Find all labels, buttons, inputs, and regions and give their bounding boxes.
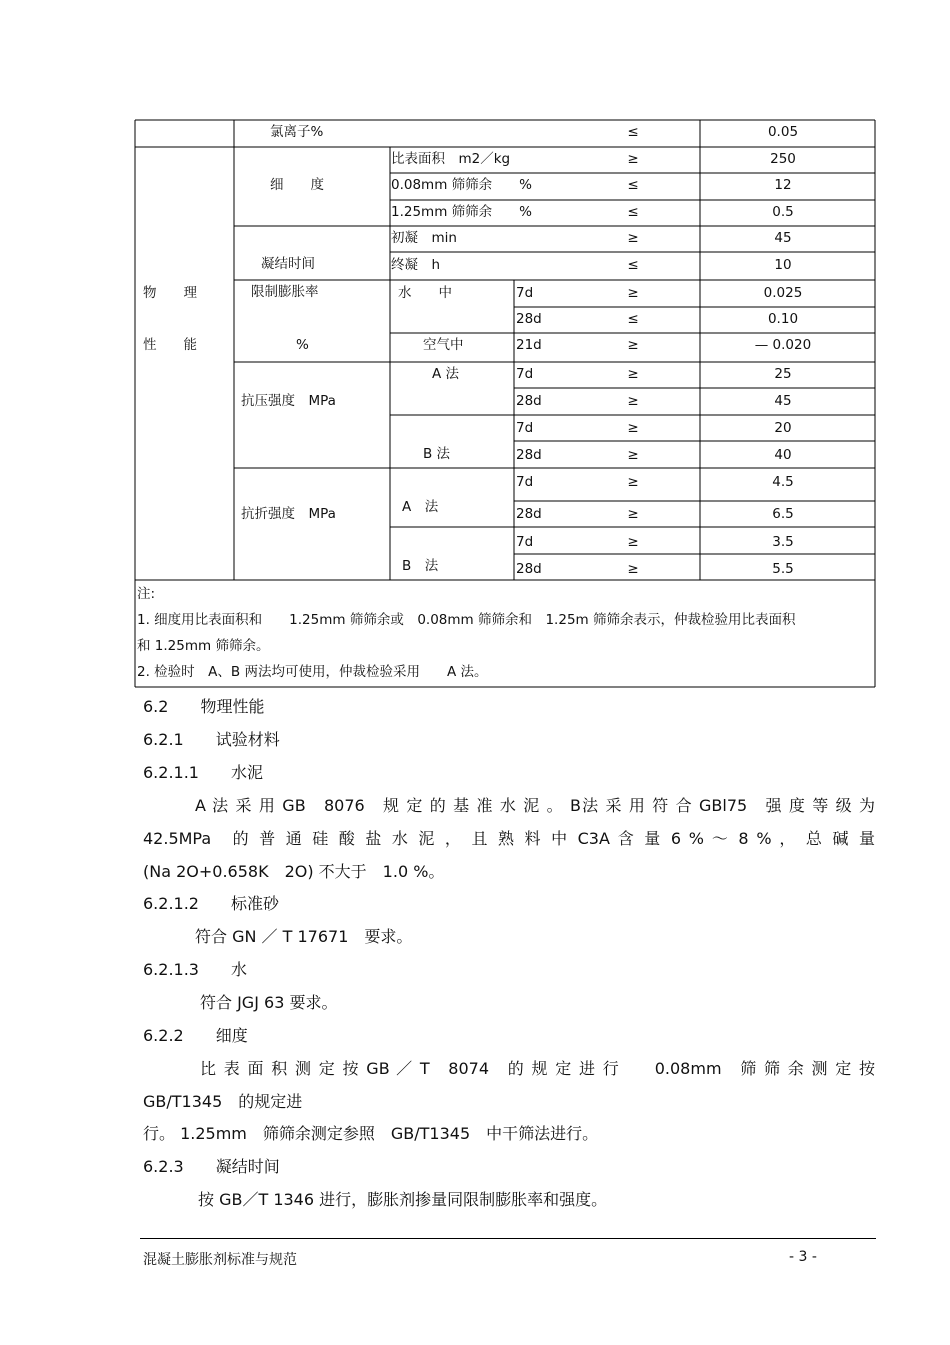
heading-6-2: 6.2 物理性能 — [143, 697, 265, 716]
chloride-sign: ≤ — [627, 124, 639, 140]
chloride-label: 氯离子% — [270, 124, 324, 140]
notes-line-3: 2. 检验时 A、B 两法均可使用，仲裁检验采用 A 法。 — [137, 664, 488, 680]
setting-sign-2: ≤ — [627, 257, 639, 273]
expansion-sign-3: ≥ — [627, 337, 639, 353]
setting-paragraph: 按 GB／T 1346 进行，膨胀剂掺量同限制膨胀率和强度。 — [198, 1190, 608, 1209]
heading-6-2-1-3: 6.2.1.3 水 — [143, 960, 247, 979]
fineness-value-2: 12 — [774, 177, 792, 193]
fineness-sign-2: ≤ — [627, 177, 639, 193]
expansion-age-2: 28d — [516, 311, 542, 327]
setting-value-2: 10 — [774, 257, 792, 273]
flexural-age-3: 7d — [516, 534, 534, 550]
fineness-item-1: 比表面积 m2／kg — [391, 151, 511, 167]
heading-6-2-3: 6.2.3 凝结时间 — [143, 1157, 280, 1176]
compressive-age-2: 28d — [516, 393, 542, 409]
expansion-sign-1: ≥ — [627, 285, 639, 301]
flexural-value-1: 4.5 — [772, 474, 794, 490]
compressive-sign-3: ≥ — [627, 420, 639, 436]
expansion-air: 空气中 — [423, 337, 464, 353]
expansion-value-1: 0.025 — [763, 285, 803, 301]
fineness-paragraph-line-1: 比 表 面 积 测 定 按 GB ／ T 8074 的 规 定 进 行 0.08mm 筛 筛 余 测 定 按 — [200, 1059, 875, 1078]
compressive-value-2: 45 — [774, 393, 792, 409]
heading-6-2-1: 6.2.1 试验材料 — [143, 730, 280, 749]
fineness-item-2: 0.08mm 筛筛余 % — [391, 177, 532, 193]
cement-paragraph-line-1: A 法 采 用 GB 8076 规 定 的 基 准 水 泥 。 B法 采 用 符 合 GBl75 强 度 等 级 为 — [195, 796, 875, 815]
compressive-method-a: A 法 — [432, 366, 460, 382]
flexural-value-4: 5.5 — [772, 561, 794, 577]
sand-paragraph: 符合 GN ／ T 17671 要求。 — [195, 927, 413, 946]
expansion-water: 水 中 — [398, 285, 452, 301]
footer-rule — [140, 1238, 876, 1239]
compressive-sign-4: ≥ — [627, 447, 639, 463]
flexural-value-3: 3.5 — [772, 534, 794, 550]
fineness-value-1: 250 — [770, 151, 796, 167]
compressive-age-3: 7d — [516, 420, 534, 436]
expansion-age-3: 21d — [516, 337, 542, 353]
notes-title: 注: — [137, 586, 156, 602]
fineness-sign-1: ≥ — [627, 151, 639, 167]
heading-6-2-2: 6.2.2 细度 — [143, 1026, 248, 1045]
flexural-age-1: 7d — [516, 474, 534, 490]
compressive-age-1: 7d — [516, 366, 534, 382]
compressive-sign-1: ≥ — [627, 366, 639, 382]
setting-item-2: 终凝 h — [391, 257, 441, 273]
flexural-sign-1: ≥ — [627, 474, 639, 490]
compressive-value-3: 20 — [774, 420, 792, 436]
setting-sign-1: ≥ — [627, 230, 639, 246]
expansion-value-3: — 0.020 — [754, 337, 812, 353]
flexural-label: 抗折强度 MPa — [241, 506, 336, 522]
fineness-label: 细 度 — [270, 177, 324, 193]
expansion-age-1: 7d — [516, 285, 534, 301]
flexural-sign-4: ≥ — [627, 561, 639, 577]
fineness-sign-3: ≤ — [627, 204, 639, 220]
setting-item-1: 初凝 min — [391, 230, 457, 246]
expansion-label: 限制膨胀率 — [251, 284, 319, 300]
flexural-age-2: 28d — [516, 506, 542, 522]
flexural-sign-3: ≥ — [627, 534, 639, 550]
cement-paragraph-line-2: 42.5MPa 的 普 通 硅 酸 盐 水 泥 ， 且 熟 料 中 C3A 含 量 6 % ～ 8 % ， 总 碱 量 — [143, 829, 875, 848]
compressive-sign-2: ≥ — [627, 393, 639, 409]
flexural-method-b: B 法 — [402, 558, 439, 574]
fineness-value-3: 0.5 — [772, 204, 794, 220]
water-paragraph: 符合 JGJ 63 要求。 — [200, 993, 338, 1012]
heading-6-2-1-1: 6.2.1.1 水泥 — [143, 763, 263, 782]
flexural-sign-2: ≥ — [627, 506, 639, 522]
group-physical-line1: 物 理 — [143, 285, 197, 301]
heading-6-2-1-2: 6.2.1.2 标准砂 — [143, 894, 279, 913]
footer-title: 混凝土膨胀剂标准与规范 — [143, 1252, 297, 1268]
compressive-label: 抗压强度 MPa — [241, 393, 336, 409]
fineness-paragraph-line-3: 行。 1.25mm 筛筛余测定参照 GB/T1345 中干筛法进行。 — [143, 1124, 599, 1143]
compressive-value-4: 40 — [774, 447, 792, 463]
chloride-value: 0.05 — [767, 124, 799, 140]
setting-value-1: 45 — [774, 230, 792, 246]
compressive-value-1: 25 — [774, 366, 792, 382]
footer-page-number: - 3 - — [789, 1249, 817, 1265]
flexural-age-4: 28d — [516, 561, 542, 577]
notes-line-1: 1. 细度用比表面积和 1.25mm 筛筛余或 0.08mm 筛筛余和 1.25m 筛筛余表示，仲裁检验用比表面积 — [137, 612, 796, 628]
notes-line-2: 和 1.25mm 筛筛余。 — [137, 638, 270, 654]
flexural-value-2: 6.5 — [772, 506, 794, 522]
fineness-item-3: 1.25mm 筛筛余 % — [391, 204, 532, 220]
compressive-age-4: 28d — [516, 447, 542, 463]
setting-label: 凝结时间 — [261, 256, 315, 272]
expansion-unit: % — [296, 337, 309, 353]
expansion-value-2: 0.10 — [767, 311, 799, 327]
fineness-paragraph-line-2: GB/T1345 的规定进 — [143, 1092, 303, 1111]
flexural-method-a: A 法 — [402, 499, 439, 515]
group-physical-line2: 性 能 — [143, 337, 197, 353]
cement-paragraph-line-3: (Na 2O+0.658K 2O) 不大于 1.0 %。 — [143, 862, 445, 881]
expansion-sign-2: ≤ — [627, 311, 639, 327]
compressive-method-b: B 法 — [423, 446, 451, 462]
